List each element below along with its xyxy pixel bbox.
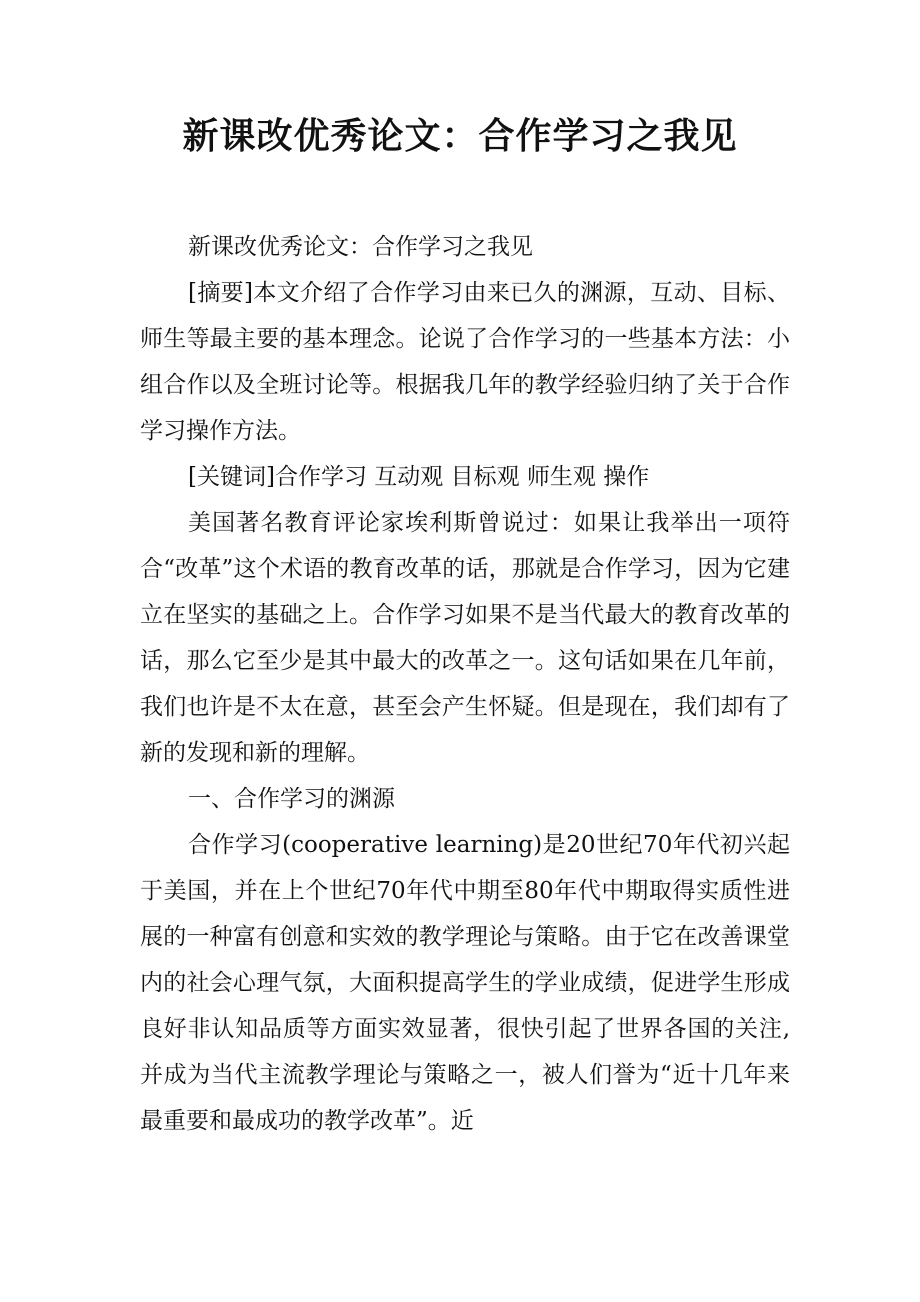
paragraph-keywords: [关键词]合作学习 互动观 目标观 师生观 操作 — [188, 464, 650, 490]
document-title: 新课改优秀论文：合作学习之我见 — [182, 115, 738, 157]
paragraph-abstract: [摘要]本文介绍了合作学习由来已久的渊源，互动、目标、师生等最主要的基本理念。论说了合作学习的一些基本方法：小组合作以及全班讨论等。根据我几年的教学经验归纳了关于合作学习操作方法。 — [140, 280, 790, 444]
paragraph-subtitle: 新课改优秀论文：合作学习之我见 — [188, 234, 533, 260]
paragraph-origin: 合作学习(cooperative learning)是20世纪70年代初兴起于美国，并在上个世纪70年代中期至80年代中期取得实质性进展的一种富有创意和实效的教学理论与策略。由于它在改善课堂内的社会心理气氛，大面积提高学生的学业成绩，促进学生形成良好非认知品质等方面实效显著，很快引起了世界各国的关注,并成为当代主流教学理论与策略之一，被人们誉为“近十几年来最重要和最成功的教学改革”。近 — [140, 832, 790, 1134]
document-body — [140, 224, 790, 1144]
section-heading-origin: 一、合作学习的渊源 — [188, 786, 395, 812]
paragraph-intro: 美国著名教育评论家埃利斯曾说过：如果让我举出一项符合“改革”这个术语的教育改革的话，那就是合作学习，因为它建立在坚实的基础之上。合作学习如果不是当代最大的教育改革的话，那么它至少是其中最大的改革之一。这句话如果在几年前，我们也许是不太在意，甚至会产生怀疑。但是现在，我们却有了新的发现和新的理解。 — [140, 510, 790, 766]
